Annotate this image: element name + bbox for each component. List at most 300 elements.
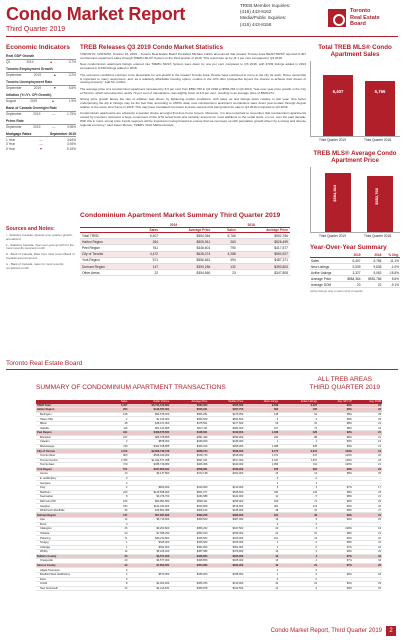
- page-number: 2: [386, 626, 396, 636]
- table-cell: 571: [135, 257, 160, 263]
- indicator-value: 3.95%: [66, 125, 76, 129]
- table-cell: 101: [244, 536, 279, 541]
- table-cell: 98%: [318, 540, 353, 545]
- sales-chart-categories: [310, 138, 400, 142]
- table-cell: 116: [111, 426, 129, 431]
- table-cell: 0: [279, 572, 318, 577]
- table-cell: 0: [111, 568, 129, 573]
- table-cell: -: [170, 522, 208, 527]
- table-cell: Aurora: [36, 472, 111, 477]
- table-cell: $434,588: [170, 495, 208, 500]
- table-cell: $61,144,895: [128, 426, 170, 431]
- table-cell: 108: [111, 412, 129, 417]
- table-cell: Bradford West Gwillimbury: [36, 572, 111, 577]
- table-cell: -1.0%: [382, 264, 400, 270]
- commentary-paragraph: Strong price growth above the rate of inflation was driven by tightening market conditions, with sales up and listings down relative to last year. One factor underpinning the dip in listings may be the fact that, according to CMHC data, new condominium apartment completions were down year-to-date through August relative to the same time frame in 2018. This may have translated into fewer investor-owned units being listed for sale in Q3 2019 compared to Q3 2018.: [80, 97, 306, 109]
- table-cell: $328,850: [170, 554, 208, 559]
- table-cell: 0: [111, 522, 129, 527]
- source-note: iii - Bank of Canada, Rate from most recent Bank of Canada announcement: [6, 252, 75, 260]
- table-cell: -: [318, 476, 353, 481]
- table-cell: 1,056: [244, 463, 279, 468]
- table-cell: 124: [279, 504, 318, 509]
- table-cell: 88: [279, 435, 318, 440]
- table-cell: $440,000: [208, 463, 244, 468]
- table-cell: 31: [353, 426, 382, 431]
- table-cell: 34: [244, 582, 279, 587]
- table-cell: 26: [353, 563, 382, 568]
- table-cell: 71: [279, 499, 318, 504]
- table-cell: 24: [353, 545, 382, 550]
- table-cell: Halton Region: [80, 239, 135, 245]
- table-cell: 5,766: [212, 233, 237, 239]
- table-cell: 4: [279, 559, 318, 564]
- table-cell: 15: [279, 421, 318, 426]
- table-cell: 9,636: [362, 264, 383, 270]
- media-inquiries-phone: (416) 443-8158: [240, 21, 272, 27]
- table-cell: $448,601: [170, 431, 208, 436]
- table-cell: Total TREB: [80, 233, 135, 239]
- indicator-value: September: [6, 73, 22, 77]
- table-cell: $467,750: [208, 408, 244, 413]
- table-cell: -: [353, 481, 382, 486]
- table-cell: 46: [244, 563, 279, 568]
- table-cell: $552,766: [238, 233, 290, 239]
- table-cell: $114,156,906: [128, 504, 170, 509]
- table-cell: Ajax: [36, 518, 111, 523]
- table-cell: $390,256: [160, 263, 212, 269]
- price-bar-label: $584,364: [332, 184, 337, 202]
- table-cell: 2: [111, 417, 129, 422]
- table-cell: Toronto West: [36, 453, 111, 458]
- table-cell: Active Listings: [310, 270, 341, 276]
- table-cell: $477,500: [208, 421, 244, 426]
- table-cell: 181: [244, 513, 279, 518]
- table-cell: 106: [111, 499, 129, 504]
- table-cell: Whitby: [36, 550, 111, 555]
- table-cell: $525,000: [208, 404, 244, 408]
- table-cell: 2: [111, 486, 129, 491]
- table-cell: Orangeville: [36, 559, 111, 564]
- table-cell: 5: [244, 417, 279, 422]
- indicator-name: Bank of Canada Overnight Rate: [6, 106, 76, 112]
- table-cell: 20: [111, 559, 129, 564]
- table-cell: $30,214,862: [128, 536, 170, 541]
- table-cell: 99%: [318, 444, 353, 449]
- yoy-summary: [310, 244, 400, 293]
- table-cell: $584,364: [341, 276, 362, 282]
- table-cell: 97%: [318, 554, 353, 559]
- table-cell: King: [36, 486, 111, 491]
- table-cell: -: [353, 522, 382, 527]
- header-divider: [6, 36, 398, 37]
- footer-text: Condo Market Report, Third Quarter 2019: [270, 628, 382, 634]
- table-cell: $440,000: [208, 431, 244, 436]
- table-cell: $54,678,320: [128, 412, 170, 417]
- table-cell: $463,016: [170, 444, 208, 449]
- page2-brand: Toronto Real Estate Board: [6, 360, 83, 367]
- treb-logo-text: Toronto Real Estate Board: [350, 8, 380, 28]
- sales-bar-chart: [310, 61, 400, 137]
- indicator-value: 1.9%: [68, 99, 76, 103]
- column-header: Sales: [135, 228, 160, 233]
- commentary-paragraph: TORONTO, ONTARIO, October 16, 2019 – Toronto Real Estate Board President Michael Collins announced that Greater Toronto Area REALTORS® reported 6,407 condominium apartment sales through TREB's MLS® System in the third quarter of 2019. This result was up by 11.1 per cent compared to Q3 2018.: [80, 52, 306, 60]
- table-cell: $362,000: [170, 545, 208, 550]
- table-cell: $325,000: [170, 540, 208, 545]
- table-cell: 98%: [318, 421, 353, 426]
- indicator-value: 2019: [33, 86, 41, 90]
- table-cell: $324,000: [208, 563, 244, 568]
- table-cell: 11.1%: [382, 258, 400, 264]
- table-cell: -16.5%: [382, 270, 400, 276]
- table-cell: 183: [111, 504, 129, 509]
- table-cell: 99%: [318, 431, 353, 436]
- table-cell: 4,347: [244, 458, 279, 463]
- table-cell: 24: [244, 527, 279, 532]
- table-cell: 1,371: [244, 453, 279, 458]
- table-cell: 99%: [318, 513, 353, 518]
- indicator-block: [6, 67, 76, 77]
- table-cell: 0: [244, 568, 279, 573]
- table-cell: 148: [244, 412, 279, 417]
- table-cell: York Region: [36, 467, 111, 472]
- table-cell: E. Gwillimbury: [36, 476, 111, 481]
- table-cell: 739: [111, 444, 129, 449]
- year-header: 2018: [212, 223, 290, 228]
- column-header: Active Listings: [279, 400, 318, 404]
- table-cell: 1: [244, 540, 279, 545]
- table-cell: $579,000: [208, 504, 244, 509]
- trend-arrow-icon: ▲: [53, 73, 57, 77]
- table-cell: $5,719,000: [128, 518, 170, 523]
- indicator-value: September: [6, 86, 22, 90]
- column-header: Median Price: [208, 400, 244, 404]
- indicator-value: September: [6, 125, 22, 129]
- table-cell: 13: [244, 559, 279, 564]
- indicator-block: [6, 54, 76, 64]
- report-subtitle: Third Quarter 2019: [6, 26, 66, 33]
- page2-area-title: ALL TREB AREAS THIRD QUARTER 2019: [309, 376, 380, 391]
- table-cell: $476,950: [208, 412, 244, 417]
- table-cell: 100%: [318, 527, 353, 532]
- table-cell: 4,472: [111, 449, 129, 454]
- price-bar: [367, 176, 393, 232]
- indicator-name: Real GDP Growth: [6, 54, 76, 60]
- table-cell: $335,740,380: [128, 463, 170, 468]
- table-cell: 10: [279, 531, 318, 536]
- table-cell: -: [128, 577, 170, 582]
- table-cell: 2,789: [111, 458, 129, 463]
- table-cell: 311: [279, 463, 318, 468]
- indicator-value: Q2: [6, 60, 11, 64]
- table-cell: $362,000: [208, 545, 244, 550]
- table-cell: 100%: [318, 458, 353, 463]
- economic-indicators-heading: Economic Indicators: [6, 44, 70, 51]
- table-cell: 19: [353, 527, 382, 532]
- table-cell: Essa: [36, 577, 111, 582]
- table-cell: $482,000: [208, 426, 244, 431]
- indicator-value: 1.75%: [66, 112, 76, 116]
- table-cell: $335,000: [208, 572, 244, 577]
- commentary-paragraph: Condominium apartments are obviously a popular choice amongst first-time home buyers. Moreover, it is also important to remember that condominium apartments owned by investors represent a huge component of the GTA rental stock and certainly account for most additions to the rental stock, on net, over the past decade. With this in mind, strong price trends segment will be important moving forward to ensure that we can keep up with population growth driven by a strong and diverse regional economy," said Jason Mercer, TREB's Chief Market Analyst.: [80, 111, 306, 128]
- table-cell: $1,109,000: [128, 417, 170, 422]
- category-label: Third Quarter 2019: [319, 234, 346, 238]
- table-cell: 100%: [318, 463, 353, 468]
- table-cell: -: [170, 481, 208, 486]
- table-cell: $410,000: [170, 486, 208, 491]
- table-cell: 98%: [318, 499, 353, 504]
- table-cell: $387,000: [208, 518, 244, 523]
- table-cell: Brampton: [36, 435, 111, 440]
- table-cell: 4,288: [212, 251, 237, 257]
- table-cell: 73: [279, 426, 318, 431]
- table-cell: -: [208, 577, 244, 582]
- table-cell: $328,850: [170, 559, 208, 564]
- table-cell: 6,407: [111, 404, 129, 408]
- table-cell: 98%: [318, 508, 353, 513]
- table-cell: $335,000: [170, 572, 208, 577]
- price-chart-title: TREB MLS® Average Condo Apartment Price: [313, 150, 397, 164]
- table-cell: Georgina: [36, 481, 111, 486]
- table-cell: 26: [353, 586, 382, 591]
- table-cell: Markham: [36, 490, 111, 495]
- table-cell: 20: [353, 453, 382, 458]
- table-cell: 3,327: [279, 404, 318, 408]
- table-cell: $527,111: [170, 426, 208, 431]
- source-note: i - Statistics Canada, Quarter-over-quarter growth, annualized: [6, 233, 73, 241]
- transactions-table: [36, 400, 382, 591]
- indicator-block: [6, 80, 76, 90]
- table-cell: 2: [279, 481, 318, 486]
- contact-block: [240, 3, 290, 28]
- table-cell: 14: [111, 550, 129, 555]
- table-cell: 98%: [318, 495, 353, 500]
- table-cell: 99%: [318, 404, 353, 408]
- table-cell: New Tecumseth: [36, 586, 111, 591]
- table-cell: 22: [353, 531, 382, 536]
- table-cell: 220: [111, 490, 129, 495]
- table-cell: 0: [279, 577, 318, 582]
- table-cell: 38: [111, 421, 129, 426]
- table-cell: Whitchurch-Stouffville: [36, 508, 111, 513]
- table-cell: $387,586: [170, 550, 208, 555]
- sources-and-notes: [6, 226, 78, 272]
- column-header: 2018: [362, 253, 383, 258]
- page2-title: SUMMARY OF CONDOMINIUM APARTMENT TRANSACTIONS: [36, 384, 226, 391]
- sales-chart-title: Total TREB MLS® Condo Apartment Sales: [318, 44, 392, 58]
- table-cell: $410,000: [208, 582, 244, 587]
- table-cell: $391,490: [170, 435, 208, 440]
- column-header: Sales: [111, 400, 129, 404]
- table-cell: $628,074: [160, 251, 212, 257]
- mortgage-rate-value: 3 Year: [6, 142, 16, 146]
- table-cell: 0: [244, 577, 279, 582]
- indicator-value: September: [6, 112, 22, 116]
- table-cell: $330,000: [208, 531, 244, 536]
- table-cell: 0: [244, 522, 279, 527]
- table-cell: TREB Total: [36, 404, 111, 408]
- table-cell: -: [208, 568, 244, 573]
- table-cell: $472,138: [170, 472, 208, 477]
- table-cell: 11: [244, 586, 279, 591]
- table-cell: 5: [279, 495, 318, 500]
- table-cell: 24: [244, 531, 279, 536]
- indicator-value: 3.2%: [68, 73, 76, 77]
- table-cell: Uxbridge: [36, 545, 111, 550]
- table-cell: 96%: [318, 582, 353, 587]
- table-cell: 5: [279, 586, 318, 591]
- price-bar-label: $552,766: [374, 187, 379, 205]
- table-cell: 21: [353, 463, 382, 468]
- table-cell: 0: [279, 545, 318, 550]
- table-cell: 21: [279, 563, 318, 568]
- table-cell: $347,808: [238, 270, 290, 276]
- table-cell: -: [128, 481, 170, 486]
- table-cell: 98%: [318, 417, 353, 422]
- commentary-paragraph: New condominium apartment listings entered into TREB's MLS® System were down by one per cent compared to Q3 2018, with 9,539 listings added in 2019 compared to 9,636 listings added in 2018.: [80, 62, 306, 71]
- table-cell: Oakville: [36, 426, 111, 431]
- table-cell: 23: [244, 472, 279, 477]
- table-cell: $561,677: [170, 490, 208, 495]
- table-cell: 1: [244, 545, 279, 550]
- table-cell: $18,071,300: [128, 421, 170, 426]
- table-cell: $528,429,060: [128, 453, 170, 458]
- table-cell: 13: [111, 472, 129, 477]
- source-note: iv - Bank of Canada, rates for most recently completed month: [6, 261, 64, 270]
- table-cell: 34: [353, 559, 382, 564]
- indicator-value: 2019: [33, 112, 41, 116]
- table-cell: Peel Region: [36, 431, 111, 436]
- table-cell: $325,000: [208, 540, 244, 545]
- economic-indicators: [6, 44, 76, 154]
- indicator-value: 3.7%: [68, 60, 76, 64]
- media-inquiries-label: Media/Public Inquiries:: [240, 15, 287, 21]
- table-cell: 437: [279, 453, 318, 458]
- year-header: 2019: [135, 223, 213, 228]
- table-cell: 2: [244, 481, 279, 486]
- table-cell: 5: [279, 518, 318, 523]
- table-cell: 911: [111, 431, 129, 436]
- market-commentary: [80, 44, 306, 131]
- table-cell: $325,000: [128, 540, 170, 545]
- table-cell: $466,306: [170, 463, 208, 468]
- trend-arrow-icon: —: [39, 142, 43, 146]
- indicator-value: 2019: [30, 99, 38, 103]
- table-cell: 21: [353, 435, 382, 440]
- table-cell: -: [208, 481, 244, 486]
- sales-bar-label: 6,407: [332, 89, 344, 94]
- mortgage-rates-head: Mortgage Rates September 2019: [6, 132, 76, 136]
- column-header: 2019: [341, 253, 362, 258]
- table-cell: $548,733: [170, 453, 208, 458]
- table-cell: 165: [279, 408, 318, 413]
- table-cell: New Listings: [310, 264, 341, 270]
- trend-arrow-icon: ▼: [39, 146, 43, 151]
- yoy-table: [310, 253, 400, 288]
- table-cell: 304: [244, 504, 279, 509]
- table-cell: $2,808,746,738: [128, 449, 170, 454]
- table-cell: 14: [111, 518, 129, 523]
- table-cell: 20: [353, 404, 382, 408]
- table-cell: -9.1%: [382, 282, 400, 288]
- condo-summary-table: [80, 223, 290, 276]
- table-cell: 28: [353, 412, 382, 417]
- table-cell: 0: [279, 540, 318, 545]
- mortgage-rate-row: [6, 146, 76, 151]
- table-cell: 13: [279, 536, 318, 541]
- table-cell: 99%: [318, 504, 353, 509]
- indicator-name: Toronto Unemployment Rate: [6, 80, 76, 86]
- table-cell: 22: [135, 270, 160, 276]
- table-cell: 20: [341, 282, 362, 288]
- table-cell: 6,407: [135, 233, 160, 239]
- table-cell: $408,500: [170, 518, 208, 523]
- table-cell: 0: [279, 568, 318, 573]
- table-cell: 790: [212, 245, 237, 251]
- sources-heading: Sources and Notes:: [6, 226, 55, 232]
- table-cell: 26: [111, 527, 129, 532]
- table-cell: 720: [111, 463, 129, 468]
- table-cell: 494: [212, 257, 237, 263]
- table-cell: Average Price: [310, 276, 341, 282]
- table-cell: 21: [353, 513, 382, 518]
- trend-arrow-icon: ▲: [51, 99, 55, 103]
- indicator-name: Toronto Employment Growth: [6, 67, 76, 73]
- table-cell: -: [128, 476, 170, 481]
- column-header: Avg. DOM: [353, 400, 382, 404]
- category-label: Third Quarter 2018: [364, 138, 391, 142]
- table-cell: $53,891,580: [128, 499, 170, 504]
- table-cell: 16: [244, 518, 279, 523]
- table-cell: 0: [279, 522, 318, 527]
- table-cell: -: [318, 568, 353, 573]
- table-cell: 98%: [318, 531, 353, 536]
- table-cell: 97%: [318, 563, 353, 568]
- table-cell: 5,063: [362, 270, 383, 276]
- column-header: Average Price: [170, 400, 208, 404]
- table-cell: 25: [353, 417, 382, 422]
- table-cell: $354,660: [160, 270, 212, 276]
- table-cell: $133,567,391: [128, 408, 170, 413]
- report-page-2: [0, 354, 404, 640]
- sales-bar-label: 5,766: [374, 89, 386, 94]
- table-cell: $556,661: [160, 257, 212, 263]
- table-cell: Vaughan: [36, 504, 111, 509]
- commentary-paragraph: The economic conditions continue to be favourable for unit growth in the Greater Toronto Area. People have continued to come to the city for work. Home ownership is important to many newcomers, and, as a relatively affordable housing option, condos in the GTA offer prospective buyers the chance to achieve their dream of owning property," said Mr. Collins.: [80, 72, 306, 85]
- table-cell: -: [318, 522, 353, 527]
- table-cell: 26: [353, 499, 382, 504]
- table-cell: -: [128, 568, 170, 573]
- table-cell: 167: [111, 435, 129, 440]
- table-cell: 9,539: [341, 264, 362, 270]
- table-cell: 17: [353, 486, 382, 491]
- mortgage-rate-value: 3.94%: [66, 142, 76, 146]
- table-cell: Peel Region: [80, 245, 135, 251]
- table-cell: 132: [212, 263, 237, 269]
- table-cell: $628,074: [170, 449, 208, 454]
- table-cell: -: [170, 577, 208, 582]
- table-cell: $2,922,000: [128, 582, 170, 587]
- table-cell: 96%: [318, 572, 353, 577]
- table-cell: 52: [279, 412, 318, 417]
- table-cell: 332: [244, 490, 279, 495]
- indicator-value: 2019: [33, 125, 41, 129]
- table-cell: 48: [244, 508, 279, 513]
- table-cell: $878,000: [128, 440, 170, 445]
- table-cell: 1: [279, 440, 318, 445]
- table-cell: 22: [111, 563, 129, 568]
- table-cell: 13: [244, 554, 279, 559]
- table-cell: 23: [353, 490, 382, 495]
